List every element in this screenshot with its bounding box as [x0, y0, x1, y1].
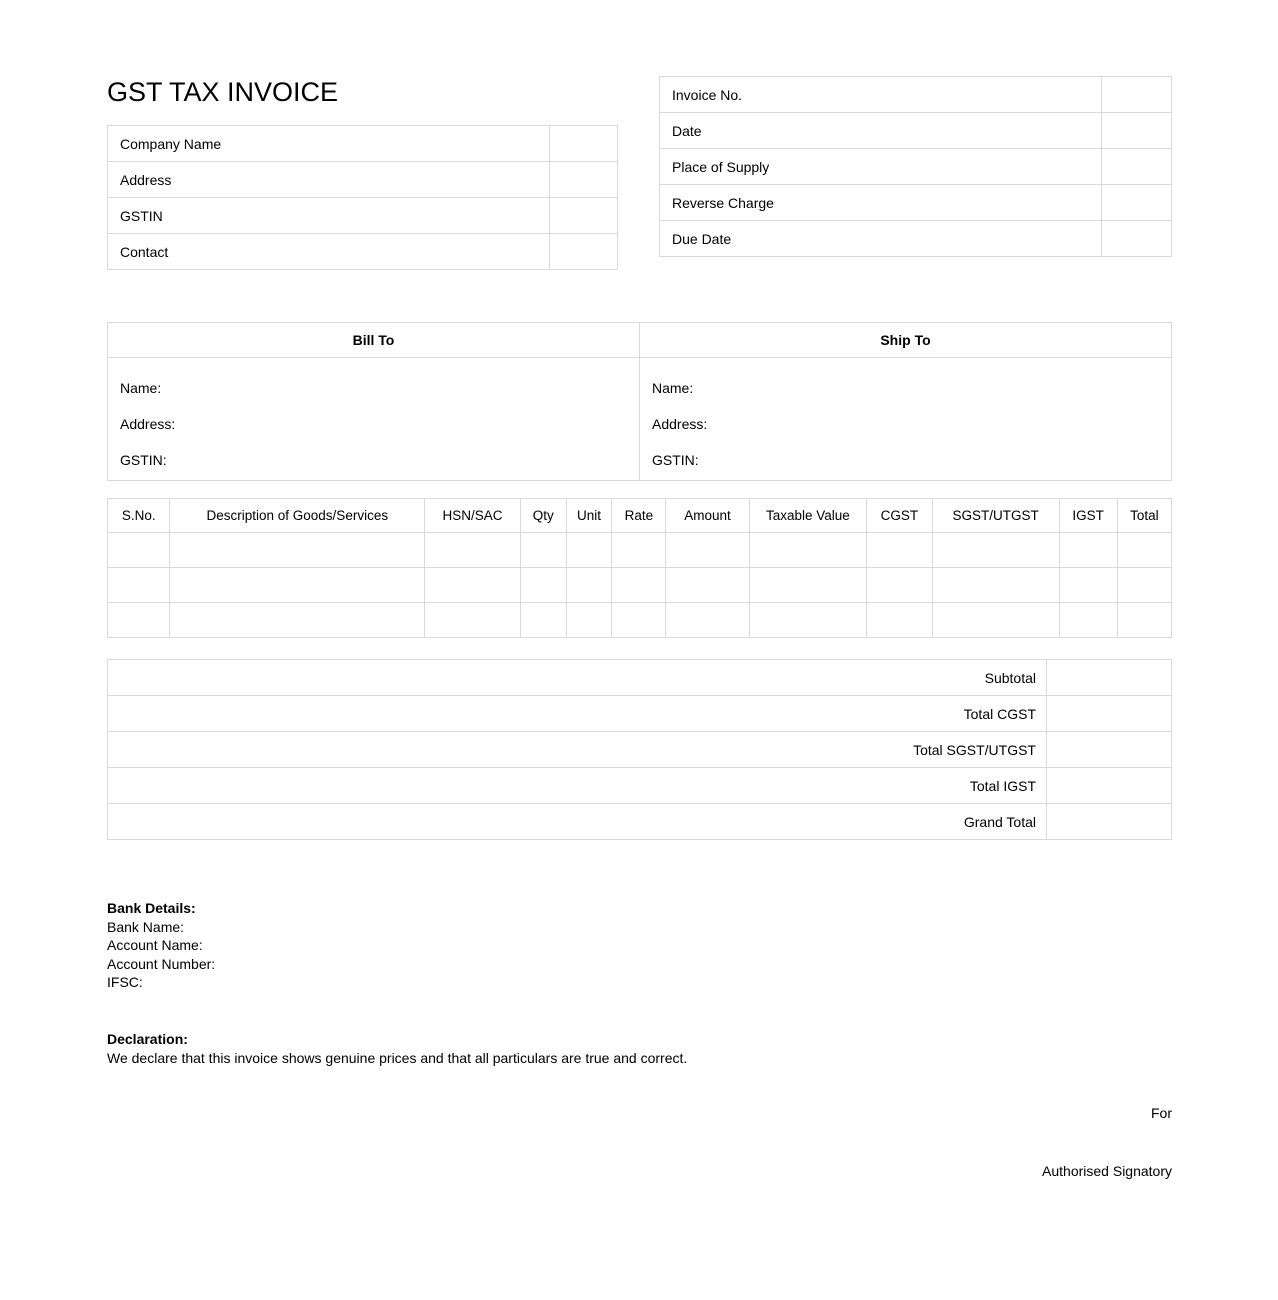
item-cell[interactable] — [566, 603, 612, 638]
column-header-taxable-value: Taxable Value — [749, 499, 867, 533]
company-gstin-label: GSTIN — [108, 198, 550, 234]
item-cell[interactable] — [867, 568, 933, 603]
total-igst-label: Total IGST — [108, 768, 1047, 804]
invoice-date-label: Date — [660, 113, 1102, 149]
reverse-charge-label: Reverse Charge — [660, 185, 1102, 221]
item-cell[interactable] — [566, 568, 612, 603]
company-contact-value[interactable] — [550, 234, 618, 270]
table-row — [108, 732, 1172, 768]
parties-header-row — [108, 323, 1172, 358]
column-header-rate: Rate — [612, 499, 666, 533]
table-row — [108, 234, 618, 270]
item-cell[interactable] — [170, 568, 425, 603]
column-header-cgst: CGST — [867, 499, 933, 533]
table-row — [660, 113, 1172, 149]
total-cgst-value[interactable] — [1047, 696, 1172, 732]
item-cell[interactable] — [932, 568, 1059, 603]
item-cell[interactable] — [867, 533, 933, 568]
bill-to-gstin-label: GSTIN: — [120, 452, 167, 468]
item-cell[interactable] — [425, 533, 521, 568]
table-row — [660, 149, 1172, 185]
due-date-label: Due Date — [660, 221, 1102, 257]
ship-to-gstin-label: GSTIN: — [652, 452, 699, 468]
bill-to-block — [108, 358, 640, 481]
column-header-description: Description of Goods/Services — [170, 499, 425, 533]
table-row — [108, 126, 618, 162]
table-row — [108, 660, 1172, 696]
invoice-meta-table — [659, 76, 1172, 257]
item-cell[interactable] — [170, 533, 425, 568]
item-cell[interactable] — [425, 603, 521, 638]
account-number-label: Account Number: — [107, 955, 216, 972]
page-title: GST TAX INVOICE — [107, 77, 339, 107]
item-cell[interactable] — [749, 568, 867, 603]
bank-details-block — [107, 899, 215, 992]
invoice-no-label: Invoice No. — [660, 77, 1102, 113]
bill-to-address-label: Address: — [120, 416, 176, 432]
item-cell[interactable] — [612, 568, 666, 603]
declaration-text: We declare that this invoice shows genuine prices and that all particulars are true and correct. — [107, 1049, 688, 1066]
invoice-no-value[interactable] — [1102, 77, 1172, 113]
item-cell[interactable] — [666, 533, 749, 568]
table-row — [108, 804, 1172, 840]
item-cell[interactable] — [520, 533, 566, 568]
line-items-table — [107, 498, 1172, 638]
item-cell[interactable] — [1059, 568, 1117, 603]
bill-to-name-label: Name: — [120, 380, 162, 396]
bank-details-heading: Bank Details: — [107, 900, 196, 916]
table-row — [108, 568, 1172, 603]
column-header-total: Total — [1117, 499, 1171, 533]
signature-for-label: For — [1151, 1105, 1172, 1121]
item-cell[interactable] — [932, 533, 1059, 568]
item-cell[interactable] — [566, 533, 612, 568]
item-cell[interactable] — [867, 603, 933, 638]
company-address-label: Address — [108, 162, 550, 198]
total-sgst-utgst-value[interactable] — [1047, 732, 1172, 768]
ship-to-heading: Ship To — [640, 323, 1172, 358]
table-row — [108, 768, 1172, 804]
column-header-qty: Qty — [520, 499, 566, 533]
parties-body-row — [108, 358, 1172, 481]
item-cell[interactable] — [1117, 533, 1171, 568]
bank-name-label: Bank Name: — [107, 918, 185, 935]
item-cell[interactable] — [612, 533, 666, 568]
table-row — [108, 696, 1172, 732]
items-header-row — [108, 499, 1172, 533]
column-header-hsn-sac: HSN/SAC — [425, 499, 521, 533]
grand-total-value[interactable] — [1047, 804, 1172, 840]
subtotal-label: Subtotal — [108, 660, 1047, 696]
item-cell[interactable] — [170, 603, 425, 638]
total-sgst-utgst-label: Total SGST/UTGST — [108, 732, 1047, 768]
invoice-date-value[interactable] — [1102, 113, 1172, 149]
table-row — [660, 185, 1172, 221]
table-row — [108, 198, 618, 234]
column-header-sno: S.No. — [108, 499, 170, 533]
item-cell[interactable] — [1059, 603, 1117, 638]
item-cell[interactable] — [612, 603, 666, 638]
account-name-label: Account Name: — [107, 937, 203, 954]
table-row — [660, 221, 1172, 257]
total-cgst-label: Total CGST — [108, 696, 1047, 732]
table-row — [660, 77, 1172, 113]
totals-table — [107, 659, 1172, 840]
item-cell[interactable] — [932, 603, 1059, 638]
company-details-table — [107, 125, 618, 270]
item-cell[interactable] — [108, 603, 170, 638]
table-row — [108, 533, 1172, 568]
company-contact-label: Contact — [108, 234, 550, 270]
item-cell[interactable] — [520, 568, 566, 603]
company-address-value[interactable] — [550, 162, 618, 198]
ship-to-name-label: Name: — [652, 380, 694, 396]
item-cell[interactable] — [108, 533, 170, 568]
reverse-charge-value[interactable] — [1102, 185, 1172, 221]
grand-total-label: Grand Total — [108, 804, 1047, 840]
column-header-amount: Amount — [666, 499, 749, 533]
due-date-value[interactable] — [1102, 221, 1172, 257]
company-name-value[interactable] — [550, 126, 618, 162]
subtotal-value[interactable] — [1047, 660, 1172, 696]
column-header-unit: Unit — [566, 499, 612, 533]
ifsc-label: IFSC: — [107, 974, 143, 991]
column-header-sgst-utgst: SGST/UTGST — [932, 499, 1059, 533]
item-cell[interactable] — [108, 568, 170, 603]
item-cell[interactable] — [749, 603, 867, 638]
item-cell[interactable] — [1059, 533, 1117, 568]
item-cell[interactable] — [666, 568, 749, 603]
authorised-signatory-label: Authorised Signatory — [1042, 1163, 1172, 1179]
item-cell[interactable] — [1117, 568, 1171, 603]
table-row — [108, 162, 618, 198]
parties-table — [107, 322, 1172, 481]
place-of-supply-label: Place of Supply — [660, 149, 1102, 185]
item-cell[interactable] — [425, 568, 521, 603]
ship-to-address-label: Address: — [652, 416, 708, 432]
company-gstin-value[interactable] — [550, 198, 618, 234]
bill-to-heading: Bill To — [108, 323, 640, 358]
ship-to-block — [640, 358, 1172, 481]
item-cell[interactable] — [520, 603, 566, 638]
total-igst-value[interactable] — [1047, 768, 1172, 804]
item-cell[interactable] — [666, 603, 749, 638]
column-header-igst: IGST — [1059, 499, 1117, 533]
place-of-supply-value[interactable] — [1102, 149, 1172, 185]
declaration-heading: Declaration: — [107, 1031, 188, 1047]
item-cell[interactable] — [1117, 603, 1171, 638]
table-row — [108, 603, 1172, 638]
item-cell[interactable] — [749, 533, 867, 568]
declaration-block — [107, 1030, 687, 1067]
company-name-label: Company Name — [108, 126, 550, 162]
